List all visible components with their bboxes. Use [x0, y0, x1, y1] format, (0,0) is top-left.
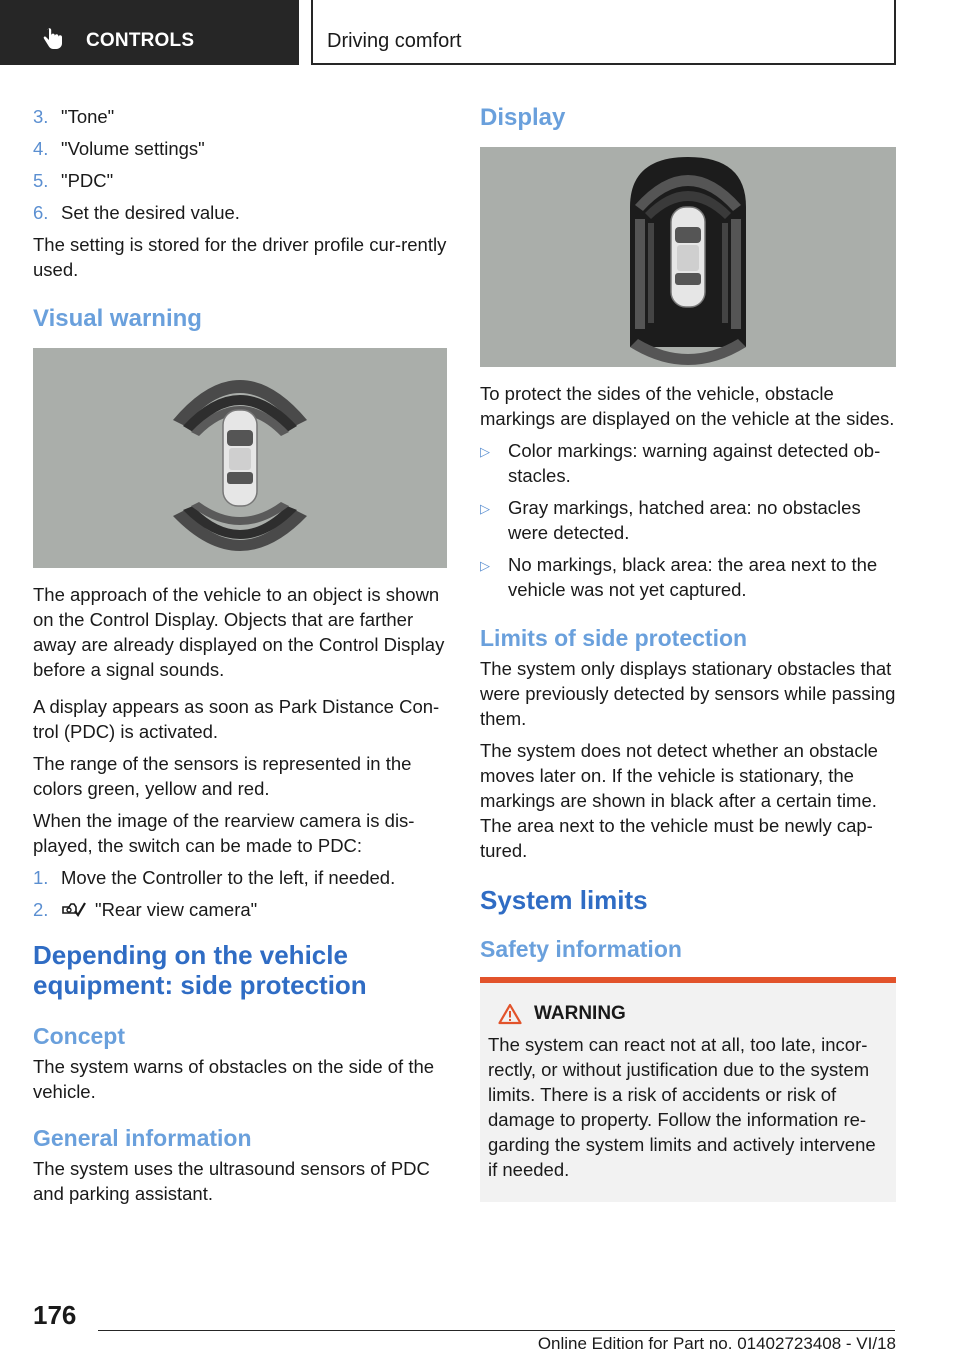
header-topic-box	[311, 0, 896, 65]
right-column	[480, 104, 896, 1202]
edition-text: Online Edition for Part no. 01402723408 - VI/18	[537, 1334, 896, 1353]
triangle-bullet-icon: ▷	[480, 501, 490, 516]
list-item: 6. Set the desired value.	[33, 202, 240, 223]
left-column	[33, 104, 447, 1213]
triangle-bullet-icon: ▷	[480, 444, 490, 459]
general-information-text: The system uses the ultrasound sensors of PDC and parking assistant.	[33, 1158, 430, 1204]
general-information-heading: General information	[33, 1125, 252, 1151]
markings-list	[480, 438, 896, 602]
stored-note: The setting is stored for the driver profile cur‐rently used.	[33, 234, 447, 280]
list-item: 2. "Rear view camera"	[33, 899, 258, 920]
list-item: 5. "PDC"	[33, 170, 114, 191]
footer-divider	[98, 1330, 895, 1331]
topic-title: Driving comfort	[327, 30, 462, 52]
camera-check-icon	[61, 901, 87, 919]
list-item: 1. Move the Controller to the left, if needed.	[33, 867, 396, 888]
limits-heading: Limits of side protection	[480, 625, 748, 651]
approach-paragraph: The approach of the vehicle to an object is shown on the Control Display. Objects that are farther away are already displayed on the Control Display before a signal sounds.	[33, 584, 445, 680]
list-item: 4. "Volume settings"	[33, 138, 205, 159]
side-protection-figure	[480, 147, 896, 367]
car-top-view-icon	[33, 348, 447, 568]
header-section-tab	[0, 0, 299, 65]
rearview-paragraph: When the image of the rearview camera is dis‐played, the switch can be made to PDC:	[33, 810, 415, 856]
side-protection-heading: Depending on the vehicle equipment: side protection	[33, 940, 367, 1000]
visual-warning-heading: Visual warning	[33, 305, 202, 332]
car-side-protection-icon	[480, 147, 896, 367]
page-number: 176	[33, 1300, 77, 1330]
concept-heading: Concept	[33, 1023, 125, 1049]
warning-text: The system can react not at all, too late, incor‐rectly, or without justification due to the system limits. There is a risk of accidents or risk of damage to property. Follow the information re‐garding the system limits and actively intervene if needed.	[488, 1034, 876, 1180]
triangle-bullet-icon: ▷	[480, 558, 490, 573]
system-limits-heading: System limits	[480, 885, 648, 915]
warning-triangle-icon	[498, 1003, 522, 1025]
safety-information-heading: Safety information	[480, 936, 682, 962]
warning-box	[480, 977, 896, 1202]
concept-text: The system warns of obstacles on the side of the vehicle.	[33, 1056, 435, 1102]
steps-top-list	[33, 104, 447, 225]
list-item: 3. "Tone"	[33, 106, 115, 127]
range-paragraph: The range of the sensors is represented in the colors green, yellow and red.	[33, 753, 412, 799]
touch-hand-icon	[40, 26, 64, 52]
pdc-visual-warning-figure	[33, 348, 447, 568]
list-item: ▷ Color markings: warning against detected ob‐stacles.	[480, 440, 881, 486]
limits-paragraph-1: The system only displays stationary obstacles that were previously detected by sensors while passing them.	[480, 658, 896, 729]
list-item: ▷ No markings, black area: the area next to the vehicle was not yet captured.	[480, 554, 878, 600]
limits-paragraph-2: The system does not detect whether an obstacle moves later on. If the vehicle is stationary, the markings are shown in black after a certain time. The area next to the vehicle must be newly cap‐tured.	[480, 740, 878, 861]
steps-bottom-list	[33, 865, 447, 922]
display-heading: Display	[480, 104, 566, 131]
protect-paragraph: To protect the sides of the vehicle, obstacle markings are displayed on the vehicle at the sides.	[480, 383, 895, 429]
list-item: ▷ Gray markings, hatched area: no obstacles were detected.	[480, 497, 861, 543]
warning-title: WARNING	[534, 1003, 626, 1024]
display-appears-paragraph: A display appears as soon as Park Distance Con‐trol (PDC) is activated.	[33, 696, 440, 742]
section-title: CONTROLS	[86, 30, 195, 51]
